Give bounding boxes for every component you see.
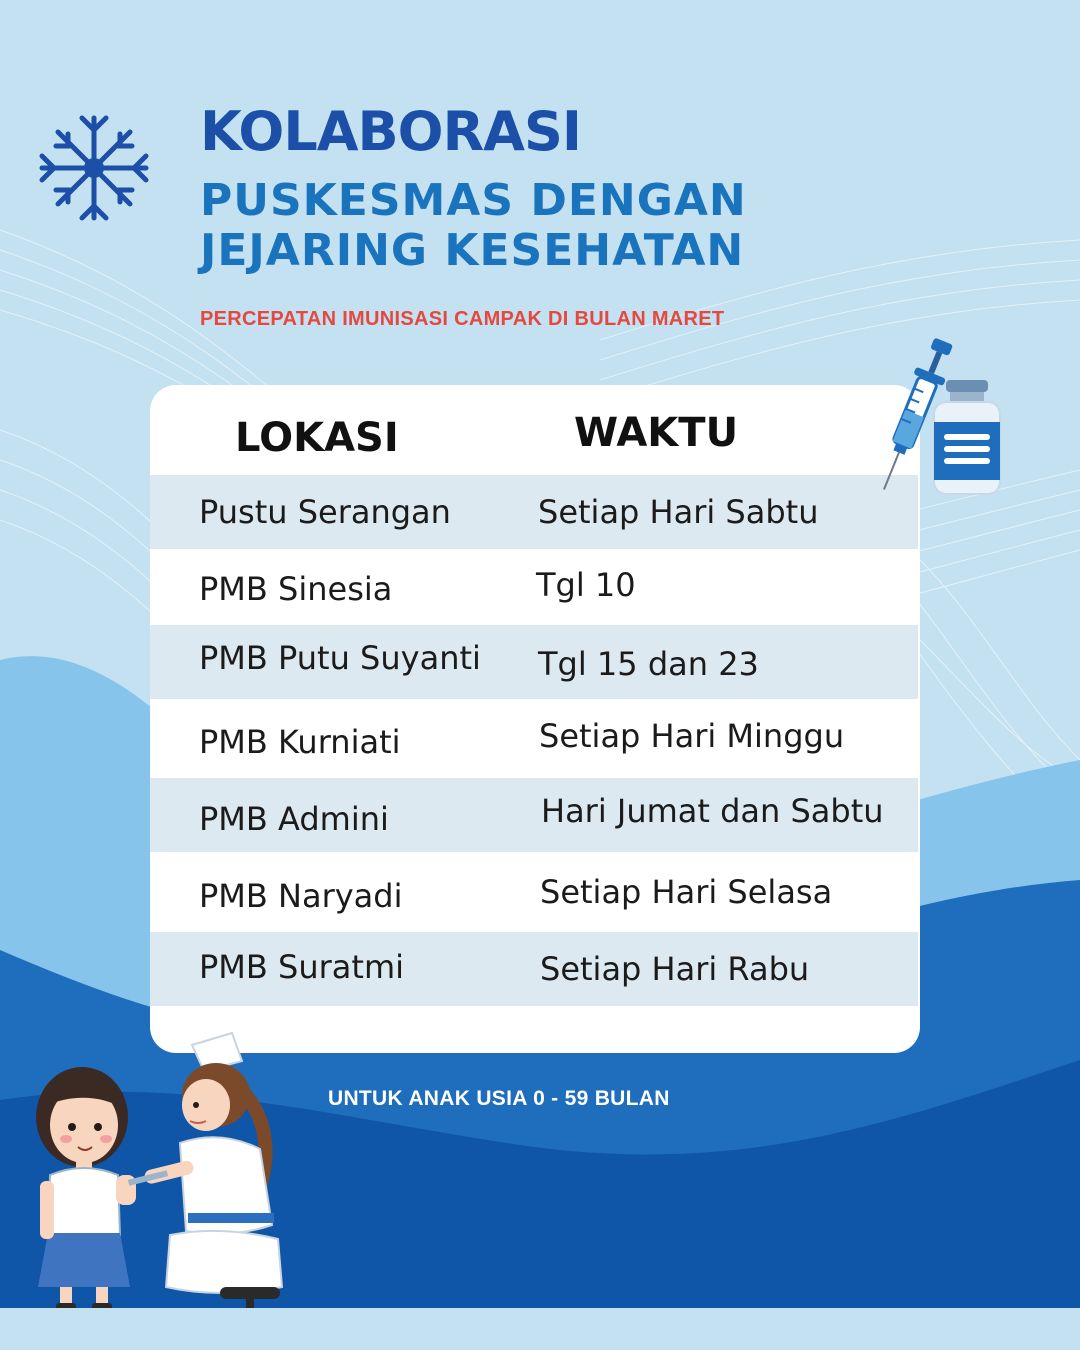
- cell-time: Tgl 15 dan 23: [538, 645, 759, 683]
- cell-location: PMB Suratmi: [199, 948, 404, 986]
- cell-time: Setiap Hari Sabtu: [538, 493, 819, 531]
- page-title: KOLABORASI: [200, 100, 581, 163]
- table-row: [150, 778, 918, 852]
- cell-time: Hari Jumat dan Sabtu: [541, 792, 884, 830]
- table-row: [150, 855, 918, 929]
- table-row: [150, 550, 918, 624]
- table-row: [150, 625, 918, 699]
- cell-location: PMB Kurniati: [199, 723, 401, 761]
- nurse-figure: [128, 1033, 282, 1313]
- cell-time: Setiap Hari Minggu: [539, 717, 845, 755]
- age-note: UNTUK ANAK USIA 0 - 59 BULAN: [328, 1087, 670, 1110]
- table-row: [150, 932, 918, 1006]
- cell-time: Setiap Hari Selasa: [540, 873, 833, 911]
- snowflake-logo-icon: [34, 112, 154, 224]
- cell-time: Tgl 10: [536, 566, 636, 604]
- column-header-time: WAKTU: [574, 410, 739, 456]
- child-figure: [36, 1067, 136, 1311]
- cell-location: PMB Putu Suyanti: [199, 639, 481, 677]
- schedule-table: [150, 385, 920, 1053]
- page-subtitle: PUSKESMAS DENGAN JEJARING KESEHATAN: [200, 175, 747, 276]
- column-header-location: LOKASI: [235, 415, 399, 461]
- table-row: [150, 475, 918, 549]
- cell-time: Setiap Hari Rabu: [540, 950, 810, 988]
- cell-location: PMB Admini: [199, 800, 389, 838]
- nurse-and-child-illustration: [20, 1025, 320, 1315]
- table-row: [150, 703, 918, 777]
- cell-location: PMB Sinesia: [199, 570, 393, 608]
- bottom-strip: [0, 1308, 1080, 1350]
- cell-location: PMB Naryadi: [199, 877, 403, 915]
- tagline: PERCEPATAN IMUNISASI CAMPAK DI BULAN MARET: [200, 308, 725, 330]
- vaccine-vial-icon: [930, 378, 1004, 496]
- cell-location: Pustu Serangan: [199, 493, 451, 531]
